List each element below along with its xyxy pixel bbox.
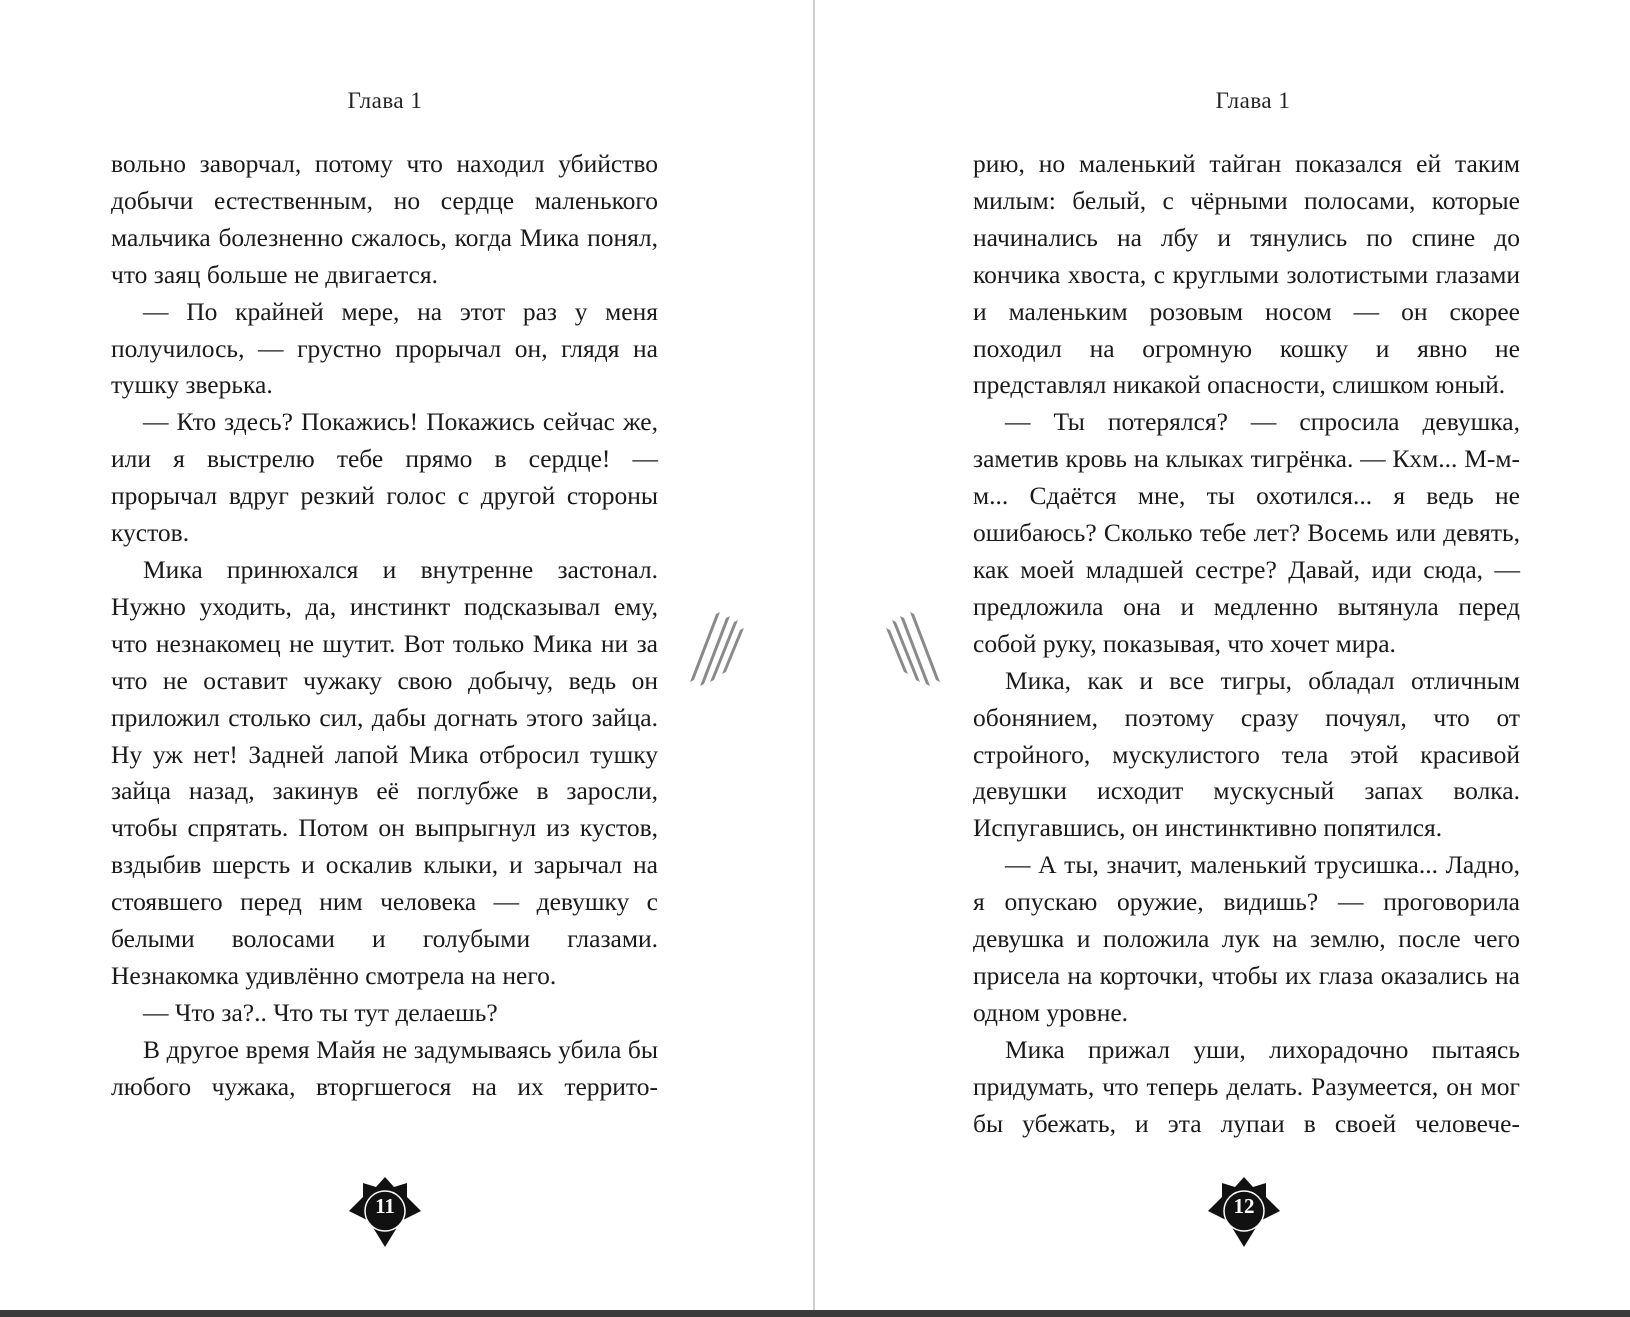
claw-marks-icon: [680, 608, 746, 688]
chapter-header: Глава 1: [1215, 88, 1291, 113]
page-number-badge: [347, 1175, 423, 1249]
paragraph: Мика, как и все тигры, обладал отличным обонянием, поэтому сразу почуял, что от стройного, мускулистого тела этой красивой девушки исходит мускусный запах волка. Испугавшись, он инстинктивно попятился.: [973, 665, 1520, 843]
body-text: [111, 146, 658, 1106]
page-number-badge: [1206, 1175, 1282, 1249]
paragraph: — По крайней мере, на этот раз у меня получилось, — грустно прорычал он, глядя на тушку зверька.: [111, 296, 658, 400]
paragraph: — Что за?.. Что ты тут делаешь?: [143, 997, 498, 1027]
paragraph: Мика прижал уши, лихорадочно пытаясь придумать, что теперь делать. Разумеется, он мог бы убежать, и эта лупаи в своей человече-: [973, 1034, 1520, 1138]
paragraph: — Кто здесь? Покажись! Покажись сейчас же, или я выстрелю тебе прямо в сердце! — прорычал вдруг резкий голос с другой стороны кустов.: [111, 407, 658, 548]
body-text: [973, 146, 1520, 1142]
page-number: 11: [375, 1194, 395, 1218]
paragraph: вольно заворчал, потому что находил убийство добычи естественным, но сердце маленького мальчика болезненно сжалось, когда Мика понял, что заяц больше не двигается.: [111, 149, 658, 289]
chapter-header: Глава 1: [347, 88, 423, 113]
paragraph: — А ты, значит, маленький трусишка... Ладно, я опускаю оружие, видишь? — проговорила девушка и положила лук на землю, после чего присела на корточки, чтобы их глаза оказались на одном уровне.: [973, 850, 1520, 1027]
paragraph: В другое время Майя не задумываясь убила бы любого чужака, вторгшегося на их террито-: [111, 1034, 658, 1101]
claw-marks-icon: [884, 608, 950, 688]
page-bottom-edge: [0, 1310, 1630, 1317]
left-page: [0, 0, 814, 1310]
page-number: 12: [1233, 1194, 1255, 1218]
paragraph: — Ты потерялся? — спросила девушка, заметив кровь на клыках тигрёнка. — Кхм... М-м-м... Сдаётся мне, ты охотился... я ведь не ошибаюсь? Сколько тебе лет? Восемь или девять, как моей младшей сестре? Давай, иди сюда, — предложила она и медленно вытянула перед собой руку, показывая, что хочет мира.: [973, 407, 1520, 658]
right-page: [815, 0, 1629, 1310]
paragraph: Мика принюхался и внутренне застонал. Нужно уходить, да, инстинкт подсказывал ему, что незнакомец не шутит. Вот только Мика ни за что не оставит чужаку свою добычу, ведь он приложил столько сил, дабы догнать этого зайца. Ну уж нет! Задней лапой Мика отбросил тушку зайца назад, закинув её поглубже в заросли, чтобы спрятать. Потом он выпрыгнул из кустов, вздыбив шерсть и оскалив клыки, и зарычал на стоявшего перед ним человека — девушку с белыми волосами и голубыми глазами. Незнакомка удивлённо смотрела на него.: [111, 554, 658, 990]
paragraph: рию, но маленький тайган показался ей таким милым: белый, с чёрными полосами, которые начинались на лбу и тянулись по спине до кончика хвоста, с круглыми золотистыми глазами и маленьким розовым носом — он скорее походил на огромную кошку и явно не представлял никакой опасности, слишком юный.: [973, 149, 1520, 400]
